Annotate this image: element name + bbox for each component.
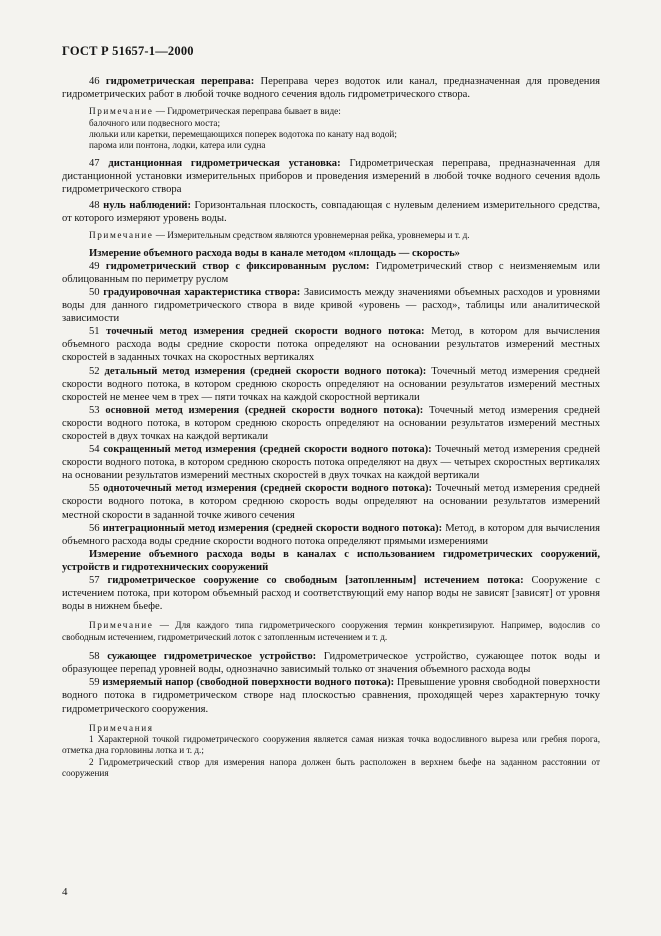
term-53	[62, 404, 600, 443]
term-54	[62, 443, 600, 482]
notes-59-label	[62, 723, 600, 734]
term-definition: Точечный метод измерения средней скорости водного потока, в котором среднюю скорость потока определяют на двух — четырех скоростных вертикалях на основании результатов измерений местных скоростей в двух точках на каждой вертикали	[62, 444, 601, 482]
term-55	[62, 482, 600, 521]
term-52	[62, 365, 600, 404]
term-46	[62, 75, 600, 101]
term-number: 48	[89, 200, 100, 212]
page-number: 4	[62, 886, 68, 898]
term-definition: Гидрометрический створ с неизменяемым или облицованным по периметру руслом	[62, 260, 600, 285]
term-definition: Горизонтальная плоскость, совпадающая с нулевым делением измерительного средства, от которого измеряют уровень воды.	[62, 200, 600, 225]
term-number: 52	[89, 365, 100, 377]
term-definition: Метод, в котором для вычисления объемного расхода воды средние скорости водного потока определяют прямыми измерениями	[62, 522, 600, 547]
term-definition: Гидрометрическое устройство, сужающее поток воды и образующее перепад уровней воды, однозначно зависимый только от значения объемного расхода воды	[62, 651, 601, 676]
note-text: — Для каждого типа гидрометрического сооружения термин конкретизируют. Например, водослив со свободным истечением, гидрометрический лоток с затопленным истечением и т. д.	[62, 620, 600, 642]
term-definition: Зависимость между значениями объемных расходов и уровнями воды для данного гидрометрического створа в виде кривой «уровень — расход», таблицы или аналитической зависимости	[62, 286, 601, 325]
term-number: 57	[89, 575, 100, 587]
term-title: детальный метод измерения (средней скорости водного потока):	[104, 365, 427, 377]
note-label: Примечание	[89, 106, 154, 117]
term-number: 54	[89, 444, 100, 456]
section-heading: Измерение объемного расхода воды в каналах с использованием гидрометрических сооружений, устройств и гидротехнических сооружений	[62, 548, 600, 573]
term-title: дистанционная гидрометрическая установка:	[108, 157, 341, 169]
note-label: Примечания	[89, 722, 154, 733]
term-number: 49	[89, 260, 100, 272]
term-title: гидрометрическая переправа:	[105, 76, 255, 87]
term-definition: Гидрометрическая переправа, предназначенная для дистанционной установки измерительных приборов и проведения измерений в любой точке водного сечения вдоль гидрометрического створа	[62, 157, 600, 195]
term-title: сокращенный метод измерения (средней скорости водного потока):	[103, 444, 432, 456]
note-item: балочного или подвесного моста;	[89, 117, 221, 128]
term-title: нуль наблюдений:	[103, 200, 192, 212]
term-50	[62, 286, 600, 325]
note-46	[62, 106, 600, 117]
term-49	[62, 260, 600, 286]
term-59	[62, 676, 600, 715]
term-58	[62, 650, 600, 676]
term-number: 50	[89, 286, 100, 298]
note-item: 1 Характерной точкой гидрометрического сооружения является самая низкая точка водосливного выреза или гребня порога, отметка дна горловины лотка и т. д.;	[62, 734, 600, 756]
term-number: 55	[89, 483, 100, 495]
note-text: — Измерительным средством являются уровнемерная рейка, уровнемеры и т. д.	[155, 230, 470, 241]
term-56	[62, 522, 600, 548]
note-48	[62, 230, 600, 241]
note-item: парома или понтона, лодки, катера или судна	[89, 140, 266, 151]
term-number: 53	[89, 404, 100, 416]
term-definition: Точечный метод измерения средней скорости водного потока, в котором среднюю скорость определяют на основании результатов измерений местных скоростей в двух точках на каждой вертикали	[62, 404, 601, 442]
note-label: Примечание	[89, 620, 154, 631]
term-title: основной метод измерения (средней скорости водного потока):	[105, 404, 424, 416]
term-47	[62, 157, 600, 196]
note-item: люльки или каретки, перемещающихся поперек водотока по канату над водой;	[89, 129, 397, 139]
term-title: измеряемый напор (свободной поверхности водного потока):	[102, 677, 395, 689]
term-definition: Точечный метод измерения средней скорости водного потока, в котором среднюю скорость воды определяют на основании результатов измерений местной скорости в заданной точке живого сечения	[62, 483, 601, 521]
note-57	[62, 620, 600, 643]
term-title: гидрометрическое сооружение со свободным [затопленным] истечением потока:	[107, 575, 524, 587]
term-51	[62, 325, 600, 364]
term-title: сужающее гидрометрическое устройство:	[107, 651, 317, 663]
term-number: 58	[89, 651, 100, 663]
term-title: гидрометрический створ с фиксированным руслом:	[105, 260, 370, 272]
term-definition: Превышение уровня свободной поверхности водного потока в гидрометрическом створе над плоскостью сравнения, проходящей через характерную точку гидрометрического сооружения.	[62, 677, 600, 715]
term-number: 59	[89, 677, 100, 689]
term-number: 46	[89, 76, 100, 87]
document-header: ГОСТ Р 51657-1—2000	[62, 44, 194, 58]
term-57	[62, 574, 600, 613]
term-definition: Переправа через водоток или канал, предназначенная для проведения гидрометрических работ в любой точке водного сечения вдоль гидрометрического створа.	[62, 76, 600, 101]
term-title: градуировочная характеристика створа:	[103, 286, 301, 298]
note-text: — Гидрометрическая переправа бывает в виде:	[155, 106, 341, 117]
term-number: 56	[89, 522, 100, 534]
term-number: 47	[89, 157, 100, 169]
note-item: 2 Гидрометрический створ для измерения напора должен быть расположен в верхнем бьефе на заданном расстоянии от сооружения	[62, 756, 600, 779]
section-heading: Измерение объемного расхода воды в канале методом «площадь — скорость»	[89, 247, 460, 259]
term-number: 51	[89, 326, 100, 338]
term-definition: Метод, в котором для вычисления объемного расхода воды средние скорости потока определяют на основании результатов измерений местных скоростей в заданных точках на скоростных вертикалях	[62, 326, 600, 364]
note-label: Примечание	[89, 230, 154, 241]
term-title: одноточечный метод измерения (средней скорости водного потока):	[103, 483, 433, 495]
document-body	[62, 75, 600, 780]
term-definition: Точечный метод измерения средней скорости водного потока, в котором среднюю скорость определяют на основании результатов измерений местных скоростей не менее чем в трех — пяти точках на каждой скоростной вертикали	[62, 365, 600, 403]
term-title: точечный метод измерения средней скорости водного потока:	[106, 326, 425, 338]
term-48	[62, 199, 600, 225]
term-title: интеграционный метод измерения (средней скорости водного потока):	[102, 522, 443, 534]
term-definition: Сооружение с истечением потока, при котором объемный расход и соответствующий ему напор воды не зависят [зависят] от уровня воды в нижнем бьефе.	[62, 575, 600, 613]
